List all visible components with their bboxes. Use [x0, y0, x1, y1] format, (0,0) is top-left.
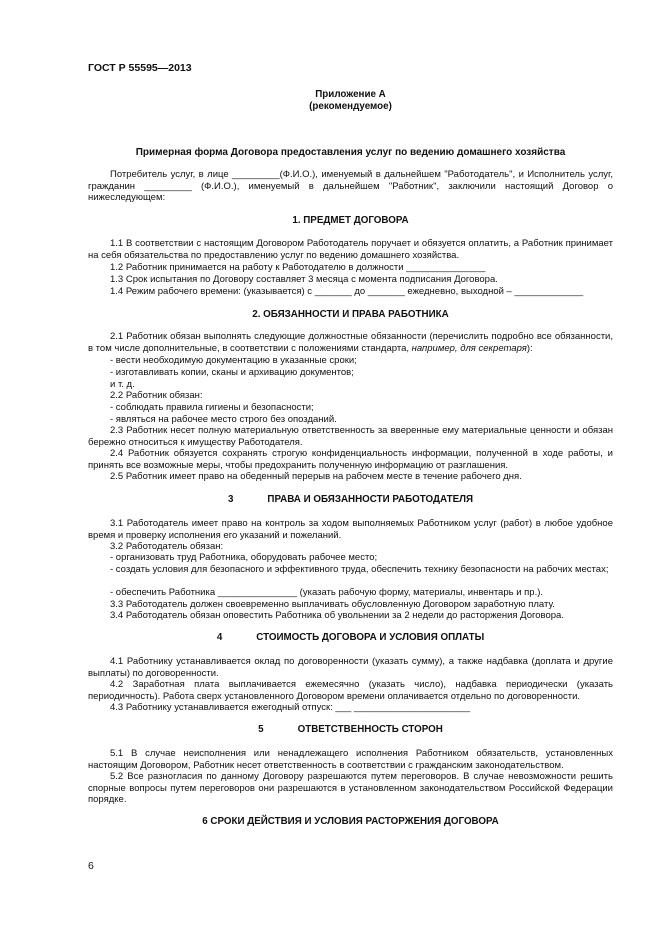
section-6-heading: 6 СРОКИ ДЕЙСТВИЯ И УСЛОВИЯ РАСТОРЖЕНИЯ ДОГОВОРА: [202, 816, 499, 827]
clause-2-3: 2.3 Работник несет полную материальную ответственность за вверенные ему материальные ценности и обязан бережно относиться к имуществу Работодателя.: [88, 425, 613, 448]
clause-2-5: 2.5 Работник имеет право на обеденный перерыв на рабочем месте в течение рабочего дня.: [110, 471, 522, 482]
clause-2-1-example: например, для секретаря: [411, 342, 527, 354]
duty-item-1: - вести необходимую документацию в указанные сроки;: [110, 355, 357, 366]
document-title: Примерная форма Договора предоставления услуг по ведению домашнего хозяйства: [135, 147, 566, 158]
clause-1-3: 1.3 Срок испытания по Договору составляет 3 месяца с момента подписания Договора.: [110, 274, 498, 285]
employer-item-1: - организовать труд Работника, оборудовать рабочее место;: [110, 552, 378, 563]
intro-paragraph: Потребитель услуг, в лице _________(Ф.И.О.), именуемый в дальнейшем "Работодатель", и Исполнитель услуг, гражданин _________ (Ф.И.О.), именуемый в дальнейшем "Работник", заключили настоящий Договор о нижеследующем:: [88, 169, 613, 204]
clause-2-2: 2.2 Работник обязан:: [110, 390, 203, 401]
clause-3-2: 3.2 Работодатель обязан:: [110, 541, 224, 552]
standard-code: ГОСТ Р 55595—2013: [88, 62, 192, 74]
employer-item-3: - обеспечить Работника _______________ (указать рабочую форму, материалы, инвентарь и пр.).: [110, 587, 544, 598]
section-3-title: ПРАВА И ОБЯЗАННОСТИ РАБОТОДАТЕЛЯ: [267, 494, 474, 505]
section-2-heading: 2. ОБЯЗАННОСТИ И ПРАВА РАБОТНИКА: [252, 309, 449, 320]
appendix-title: Приложение А: [315, 89, 386, 100]
section-1-heading: 1. ПРЕДМЕТ ДОГОВОРА: [292, 215, 409, 226]
obligation-item-1: - соблюдать правила гигиены и безопасности;: [110, 402, 314, 413]
clause-4-1: 4.1 Работнику устанавливается оклад по договоренности (указать сумму), а также надбавка (доплата и другие выплаты) по договоренности.: [88, 656, 613, 679]
clause-2-1: [88, 331, 613, 354]
clause-5-2: 5.2 Все разногласия по данному Договору разрешаются путем переговоров. В случае невозможности решить спорные вопросы путем переговоров они разрешаются в установленном законодательством Российской Федерации порядке.: [88, 771, 613, 806]
clause-1-1: 1.1 В соответствии с настоящим Договором Работодатель поручает и обязуется оплатить, а Работник принимает на себя обязательства по предоставлению услуг по ведению домашнего хозяйства.: [88, 238, 613, 261]
clause-2-4: 2.4 Работник обязуется сохранять строгую конфиденциальность информации, полученной в ходе работы, и принять все возможные меры, чтобы предохранить полученную информацию от разглашения.: [88, 448, 613, 471]
section-5-title: ОТВЕТСТВЕННОСТЬ СТОРОН: [297, 724, 443, 735]
clause-3-1: 3.1 Работодатель имеет право на контроль за ходом выполняемых Работником услуг (работ) в любое удобное время и проверку исполнения его указаний и пожеланий.: [88, 518, 613, 541]
section-5-heading: [88, 724, 613, 735]
appendix-subtitle: (рекомендуемое): [309, 101, 392, 112]
clause-1-2: 1.2 Работник принимается на работу к Работодателю в должности _______________: [110, 262, 486, 273]
clause-5-1: 5.1 В случае неисполнения или ненадлежащего исполнения Работником обязательств, установленных настоящим Договором, Работник несет ответственность в соответствии с гражданским законодательством.: [88, 748, 613, 771]
duty-etc: и т. д.: [110, 379, 135, 390]
section-5-number: 5: [258, 724, 264, 735]
section-3-heading: [88, 494, 613, 505]
section-4-number: 4: [216, 632, 223, 643]
page-number: 6: [88, 860, 94, 872]
clause-2-1-end: ):: [526, 342, 533, 354]
clause-4-3: 4.3 Работнику устанавливается ежегодный отпуск: ___ ______________________: [110, 702, 471, 713]
employer-item-2: - создать условия для безопасного и эффективного труда, обеспечить технику безопасности на рабочих местах;: [110, 564, 609, 575]
clause-3-4: 3.4 Работодатель обязан оповестить Работника об увольнении за 2 недели до расторжения Договора.: [110, 610, 564, 621]
section-4-title: СТОИМОСТЬ ДОГОВОРА И УСЛОВИЯ ОПЛАТЫ: [256, 632, 485, 643]
section-4-heading: [88, 632, 613, 643]
clause-2-1-text: 2.1 Работник обязан выполнять следующие должностные обязанности (перечислить подробно все обязанности, в том числе дополнительные, в соответствии с положениями стандарта,: [88, 331, 613, 354]
clause-4-2: 4.2 Заработная плата выплачивается ежемесячно (указать число), надбавка периодически (указать периодичность). Работа сверх установленного Договором времени оплачивается отдельно по договоренности.: [88, 679, 613, 702]
section-3-number: 3: [227, 494, 234, 505]
clause-3-3: 3.3 Работодатель должен своевременно выплачивать обусловленную Договором заработную плату.: [110, 599, 555, 610]
obligation-item-2: - являться на рабочее место строго без опозданий.: [110, 414, 337, 425]
duty-item-2: - изготавливать копии, сканы и архивацию документов;: [110, 367, 354, 378]
clause-1-4: 1.4 Режим рабочего времени: (указывается) с _______ до _______ ежедневно, выходной – _____________: [110, 286, 584, 297]
